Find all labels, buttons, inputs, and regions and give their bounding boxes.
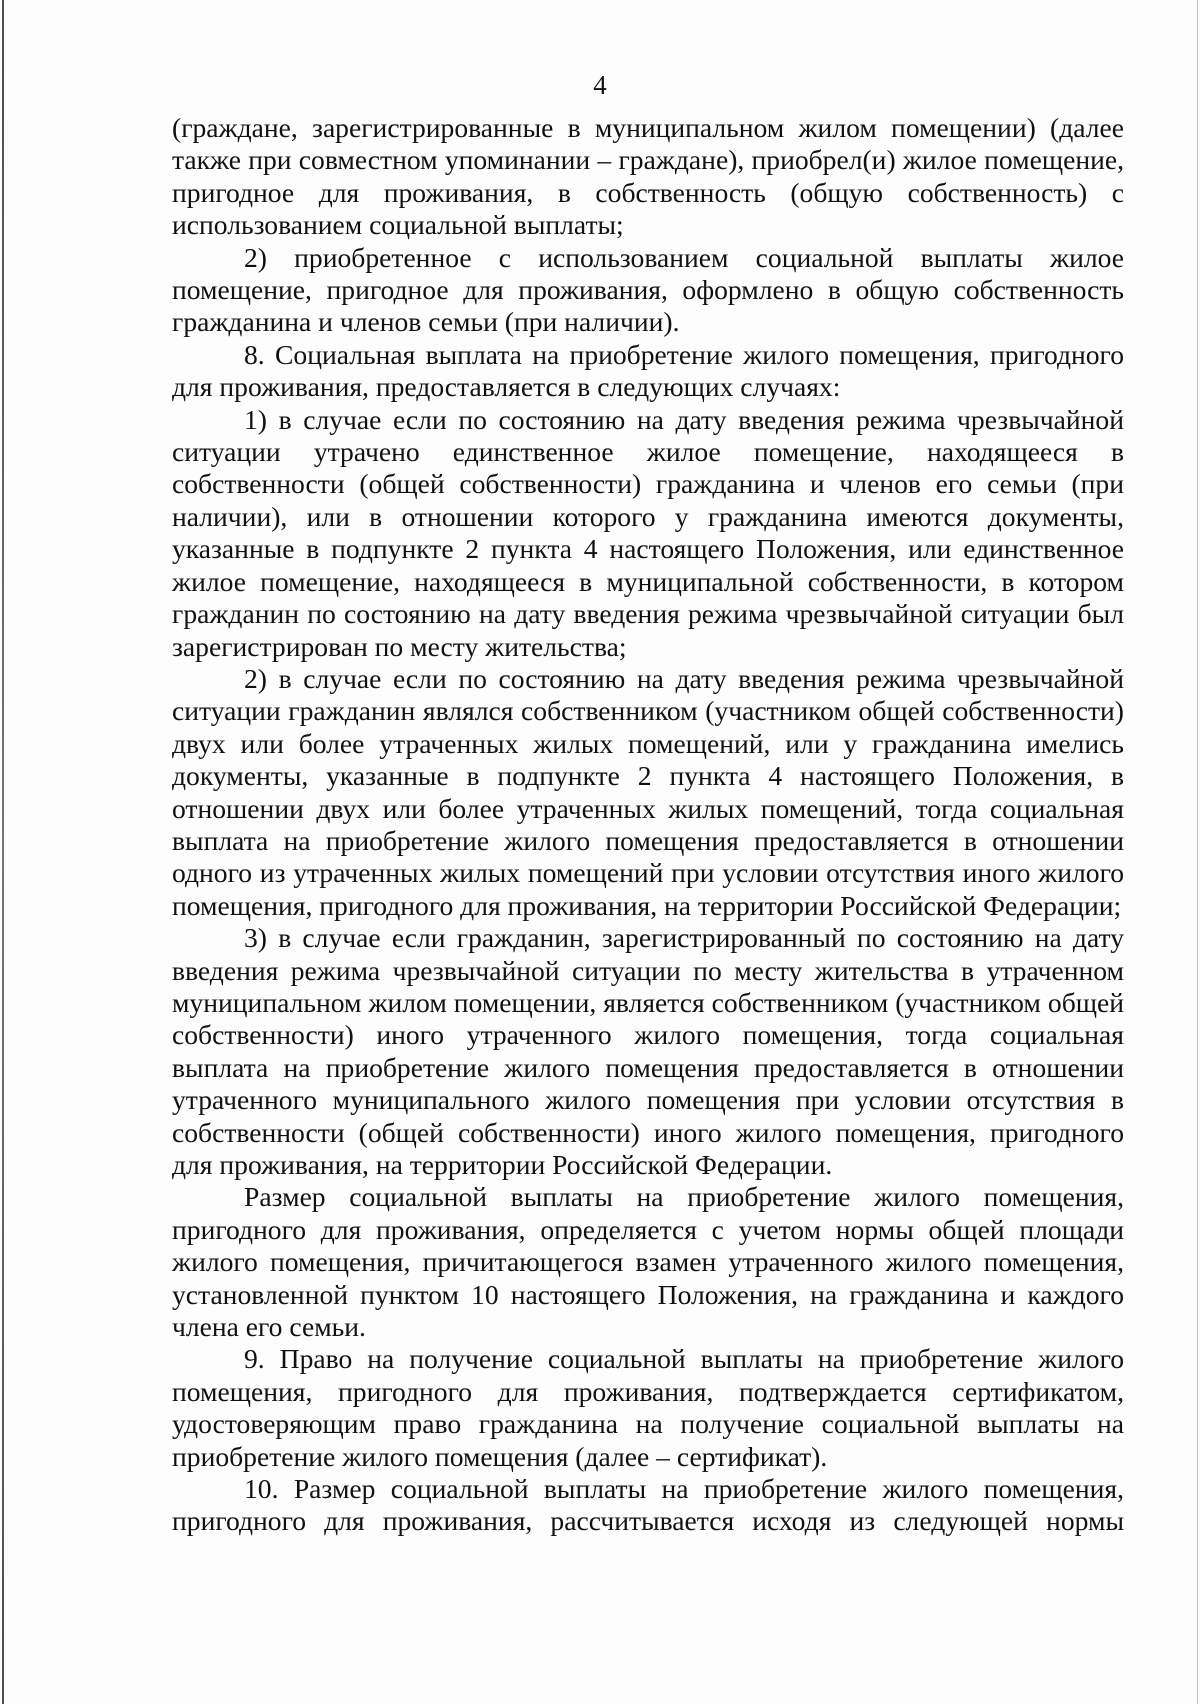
page-number: 4: [593, 70, 607, 100]
paragraph-item-10: 10. Размер социальной выплаты на приобретение жилого помещения, пригодного для проживания, рассчитывается исходя из следующей нормы: [172, 1473, 1124, 1537]
paragraph-subitem-2: 2) в случае если по состоянию на дату введения режима чрезвычайной ситуации гражданин являлся собственником (участником общей собственности) двух или более утраченных жилых помещений, или у гражданина имелись документы, указанные в подпункте 2 пункта 4 настоящего Положения, в отношении двух или более утраченных жилых помещений, тогда социальная выплата на приобретение жилого помещения предоставляется в отношении одного из утраченных жилых помещений при условии отсутствия иного жилого помещения, пригодного для проживания, на территории Российской Федерации;: [172, 662, 1124, 921]
scan-edge: [2, 0, 4, 1704]
paragraph-subitem-1: 1) в случае если по состоянию на дату введения режима чрезвычайной ситуации утрачено единственное жилое помещение, находящееся в собственности (общей собственности) гражданина и членов его семьи (при наличии), или в отношении которого у гражданина имеются документы, указанные в подпункте 2 пункта 4 настоящего Положения, или единственное жилое помещение, находящееся в муниципальной собственности, в котором гражданин по состоянию на дату введения режима чрезвычайной ситуации был зарегистрирован по месту жительства;: [172, 403, 1124, 662]
document-body: [172, 112, 1124, 1538]
paragraph-size-note: Размер социальной выплаты на приобретение жилого помещения, пригодного для проживания, определяется с учетом нормы общей площади жилого помещения, причитающегося взамен утраченного жилого помещения, установленной пунктом 10 настоящего Положения, на гражданина и каждого члена его семьи.: [172, 1181, 1124, 1343]
paragraph-item-9: 9. Право на получение социальной выплаты на приобретение жилого помещения, пригодного для проживания, подтверждается сертификатом, удостоверяющим право гражданина на получение социальной выплаты на приобретение жилого помещения (далее – сертификат).: [172, 1343, 1124, 1472]
paragraph-subitem-3: 3) в случае если гражданин, зарегистрированный по состоянию на дату введения режима чрезвычайной ситуации по месту жительства в утраченном муниципальном жилом помещении, является собственником (участником общей собственности) иного утраченного жилого помещения, тогда социальная выплата на приобретение жилого помещения предоставляется в отношении утраченного муниципального жилого помещения при условии отсутствия в собственности (общей собственности) иного жилого помещения, пригодного для проживания, на территории Российской Федерации.: [172, 922, 1124, 1180]
paragraph-item-8: 8. Социальная выплата на приобретение жилого помещения, пригодного для проживания, предоставляется в следующих случаях:: [172, 338, 1124, 403]
paragraph-subitem-2: 2) приобретенное с использованием социальной выплаты жилое помещение, пригодное для проживания, оформлено в общую собственность гражданина и членов семьи (при наличии).: [172, 241, 1124, 338]
scan-edge: [1197, 0, 1198, 1704]
paragraph-continuation: (граждане, зарегистрированные в муниципальном жилом помещении) (далее также при совместном упоминании – граждане), приобрел(и) жилое помещение, пригодное для проживания, в собственность (общую собственность) с использованием социальной выплаты;: [172, 112, 1124, 241]
